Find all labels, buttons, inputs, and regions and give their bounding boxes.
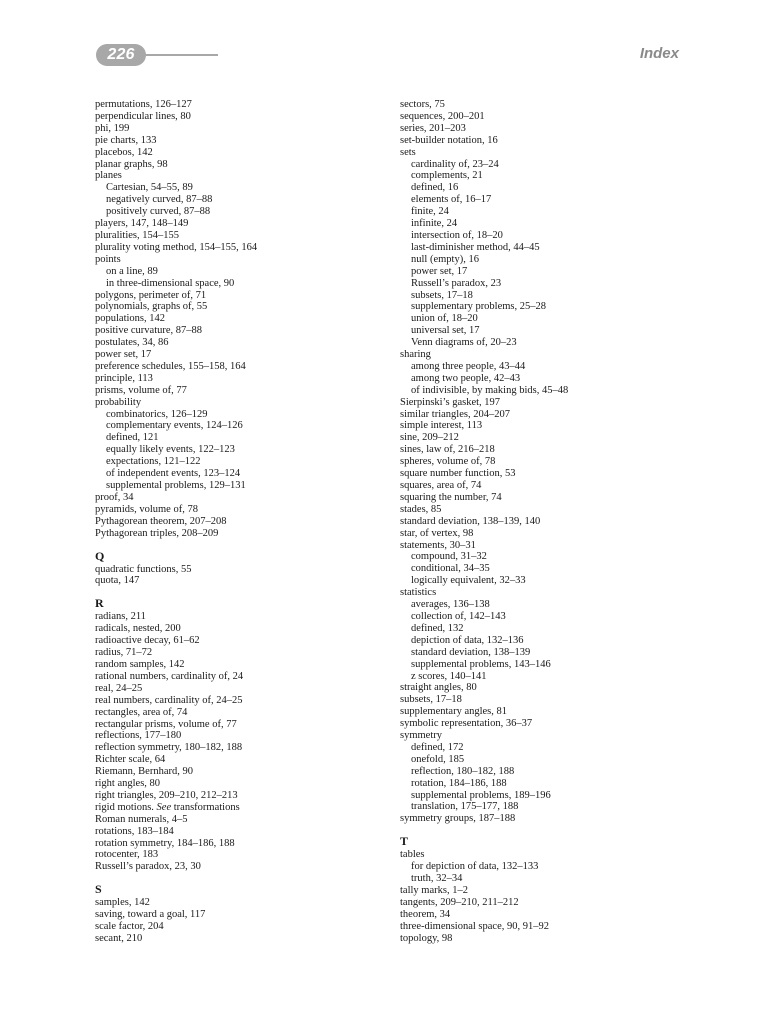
- index-subentry: defined, 172: [411, 741, 464, 753]
- index-subentry: null (empty), 16: [411, 253, 479, 265]
- index-subentry: supplemental problems, 129–131: [106, 480, 246, 491]
- index-entry: star, of vertex, 98: [400, 527, 474, 539]
- index-subentry: defined, 132: [411, 622, 464, 634]
- index-entry: tangents, 209–210, 211–212: [400, 896, 519, 908]
- index-entry: pie charts, 133: [95, 134, 157, 146]
- index-subentry: among three people, 43–44: [411, 360, 526, 372]
- index-entry: spheres, volume of, 78: [400, 456, 496, 468]
- index-entry: theorem, 34: [400, 908, 451, 920]
- index-entry: proof, 34: [95, 491, 134, 503]
- index-subentry: last-diminisher method, 44–45: [411, 241, 540, 253]
- index-subentry: translation, 175–177, 188: [411, 801, 519, 813]
- index-section-letter: R: [95, 596, 104, 611]
- index-subentry: universal set, 17: [411, 325, 480, 337]
- index-entry: Riemann, Bernhard, 90: [95, 766, 193, 778]
- index-section-letter: Q: [95, 548, 105, 563]
- index-entry: real numbers, cardinality of, 24–25: [95, 694, 243, 706]
- index-entry: planar graphs, 98: [95, 158, 168, 170]
- index-entry: prisms, volume of, 77: [95, 384, 187, 396]
- index-entry: square number function, 53: [400, 468, 516, 480]
- header-rule: [144, 54, 218, 56]
- index-subentry: averages, 136–138: [411, 599, 490, 611]
- index-entry: symmetry groups, 187–188: [400, 813, 516, 825]
- index-entry: samples, 142: [95, 897, 150, 909]
- index-subentry: cardinality of, 23–24: [411, 158, 499, 170]
- index-entry: sines, law of, 216–218: [400, 444, 495, 456]
- index-entry: reflections, 177–180: [95, 730, 182, 742]
- index-subentry: standard deviation, 138–139: [411, 646, 531, 658]
- index-entry: squares, area of, 74: [400, 480, 482, 491]
- index-entry: rotocenter, 183: [95, 849, 159, 861]
- index-entry: symbolic representation, 36–37: [400, 718, 533, 730]
- index-subentry: truth, 32–34: [411, 873, 463, 885]
- index-subentry: combinatorics, 126–129: [106, 408, 208, 420]
- index-entry: polynomials, graphs of, 55: [95, 301, 208, 313]
- index-entry: rotations, 183–184: [95, 825, 174, 837]
- index-entry: statements, 30–31: [400, 539, 476, 551]
- index-entry: sine, 209–212: [400, 432, 459, 444]
- index-entry: supplementary angles, 81: [400, 706, 508, 718]
- index-column-left: [95, 99, 385, 945]
- index-entry: pluralities, 154–155: [95, 229, 179, 241]
- index-subentry: Russell’s paradox, 23: [411, 277, 502, 289]
- index-entry: straight angles, 80: [400, 682, 477, 694]
- index-subentry: for depiction of data, 132–133: [411, 861, 539, 873]
- index-entry: radicals, nested, 200: [95, 623, 181, 635]
- index-entry: similar triangles, 204–207: [400, 408, 510, 420]
- index-subentry: defined, 121: [106, 432, 159, 444]
- see-reference-target: transformations: [173, 801, 240, 813]
- index-subentry: Cartesian, 54–55, 89: [106, 182, 193, 194]
- index-entry: symmetry: [400, 730, 442, 742]
- index-subentry: defined, 16: [411, 182, 459, 194]
- index-subentry: subsets, 17–18: [411, 289, 473, 301]
- index-entry: sequences, 200–201: [400, 110, 485, 122]
- index-entry: radioactive decay, 61–62: [95, 635, 200, 647]
- index-subentry: of indivisible, by making bids, 45–48: [411, 384, 569, 396]
- index-entry: sectors, 75: [400, 99, 445, 110]
- index-entry: saving, toward a goal, 117: [95, 909, 206, 921]
- index-subentry: infinite, 24: [411, 218, 458, 230]
- index-entry: phi, 199: [95, 122, 130, 134]
- index-entry: [95, 802, 385, 814]
- index-subentry: power set, 17: [411, 265, 468, 277]
- index-entry: quota, 147: [95, 575, 140, 587]
- index-subentry: among two people, 42–43: [411, 372, 521, 384]
- index-entry: players, 147, 148–149: [95, 218, 189, 230]
- index-entry: perpendicular lines, 80: [95, 110, 191, 122]
- index-entry: scale factor, 204: [95, 921, 164, 933]
- index-entry: standard deviation, 138–139, 140: [400, 515, 541, 527]
- index-entry: series, 201–203: [400, 122, 466, 134]
- index-subentry: complementary events, 124–126: [106, 420, 243, 432]
- index-section-letter: S: [95, 882, 102, 897]
- index-subentry: Venn diagrams of, 20–23: [411, 337, 517, 349]
- index-entry: placebos, 142: [95, 146, 153, 158]
- index-entry: sets: [400, 146, 416, 158]
- index-entry: plurality voting method, 154–155, 164: [95, 241, 258, 253]
- index-entry: real, 24–25: [95, 682, 143, 694]
- index-entry: tally marks, 1–2: [400, 885, 468, 896]
- index-subentry: reflection, 180–182, 188: [411, 765, 515, 777]
- index-subentry: negatively curved, 87–88: [106, 194, 213, 206]
- index-entry: Richter scale, 64: [95, 754, 166, 766]
- index-section-letter: T: [400, 834, 409, 849]
- index-entry: rectangular prisms, volume of, 77: [95, 718, 237, 730]
- index-entry: rectangles, area of, 74: [95, 706, 188, 718]
- index-subentry: z scores, 140–141: [411, 670, 487, 682]
- index-entry: populations, 142: [95, 313, 165, 325]
- index-entry: Sierpinski’s gasket, 197: [400, 396, 501, 408]
- index-subentry: supplemental problems, 189–196: [411, 789, 551, 801]
- index-entry: preference schedules, 155–158, 164: [95, 360, 246, 372]
- see-reference-label: See: [156, 801, 172, 813]
- index-entry: Pythagorean theorem, 207–208: [95, 515, 227, 527]
- index-entry: power set, 17: [95, 349, 152, 361]
- index-entry: right angles, 80: [95, 778, 161, 790]
- index-entry: rotation symmetry, 184–186, 188: [95, 837, 235, 849]
- index-entry-term: rigid motions.: [95, 801, 154, 813]
- index-entry: tables: [400, 849, 425, 861]
- index-entry: subsets, 17–18: [400, 694, 462, 706]
- index-entry: pyramids, volume of, 78: [95, 503, 198, 515]
- index-entry: stades, 85: [400, 503, 442, 515]
- index-column-right: [400, 99, 690, 945]
- index-subentry: elements of, 16–17: [411, 194, 492, 206]
- index-entry: Pythagorean triples, 208–209: [95, 527, 219, 539]
- page-header: [0, 0, 771, 80]
- index-entry: simple interest, 113: [400, 420, 483, 432]
- index-subentry: supplementary problems, 25–28: [411, 301, 547, 313]
- index-subentry: on a line, 89: [106, 265, 158, 277]
- index-subentry: in three-dimensional space, 90: [106, 277, 235, 289]
- index-subentry: rotation, 184–186, 188: [411, 777, 507, 789]
- index-entry: points: [95, 253, 121, 265]
- index-entry: three-dimensional space, 90, 91–92: [400, 920, 549, 932]
- index-entry: quadratic functions, 55: [95, 563, 192, 575]
- index-subentry: supplemental problems, 143–146: [411, 658, 551, 670]
- index-entry: rational numbers, cardinality of, 24: [95, 670, 244, 682]
- index-entry: planes: [95, 170, 122, 182]
- section-title: Index: [639, 45, 679, 62]
- index-subentry: logically equivalent, 32–33: [411, 575, 526, 587]
- index-subentry: finite, 24: [411, 206, 449, 218]
- index-entry: positive curvature, 87–88: [95, 325, 203, 337]
- index-subentry: depiction of data, 132–136: [411, 634, 524, 646]
- index-entry: right triangles, 209–210, 212–213: [95, 789, 238, 801]
- index-entry: reflection symmetry, 180–182, 188: [95, 742, 243, 754]
- index-entry: radians, 211: [95, 611, 146, 623]
- index-entry: random samples, 142: [95, 658, 185, 670]
- index-subentry: collection of, 142–143: [411, 610, 506, 622]
- index-entry: squaring the number, 74: [400, 491, 502, 503]
- page-number: 226: [107, 46, 135, 63]
- index-subentry: expectations, 121–122: [106, 456, 201, 468]
- index-entry: set-builder notation, 16: [400, 134, 498, 146]
- index-entry: secant, 210: [95, 933, 143, 944]
- index-entry: postulates, 34, 86: [95, 337, 169, 349]
- index-subentry: positively curved, 87–88: [106, 206, 211, 218]
- index-subentry: union of, 18–20: [411, 313, 478, 325]
- index-entry: Russell’s paradox, 23, 30: [95, 861, 201, 873]
- index-subentry: conditional, 34–35: [411, 563, 490, 575]
- index-entry: permutations, 126–127: [95, 99, 192, 110]
- index-entry: Roman numerals, 4–5: [95, 813, 188, 825]
- index-entry: statistics: [400, 587, 437, 599]
- index-entry: radius, 71–72: [95, 647, 153, 659]
- page-number-badge: [96, 44, 146, 66]
- index-entry: probability: [95, 396, 142, 408]
- index-subentry: equally likely events, 122–123: [106, 444, 235, 456]
- index-subentry: compound, 31–32: [411, 551, 487, 563]
- index-subentry: of independent events, 123–124: [106, 468, 241, 480]
- index-entry: sharing: [400, 349, 431, 361]
- index-subentry: complements, 21: [411, 170, 483, 182]
- index-entry: topology, 98: [400, 932, 453, 944]
- index-entry: polygons, perimeter of, 71: [95, 289, 207, 301]
- index-subentry: intersection of, 18–20: [411, 229, 503, 241]
- index-entry: principle, 113: [95, 372, 153, 384]
- index-subentry: onefold, 185: [411, 753, 465, 765]
